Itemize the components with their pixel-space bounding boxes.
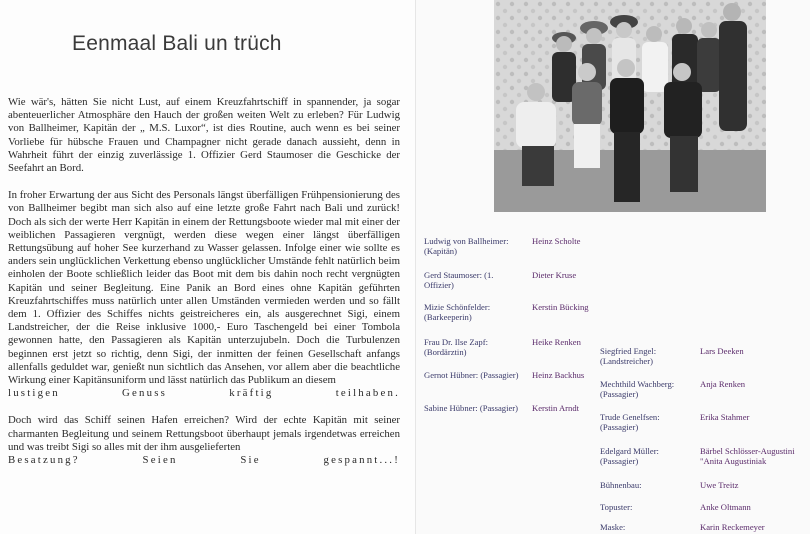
story-text xyxy=(8,96,400,481)
cast-role: Edelgard Müller: (Passagier) xyxy=(600,446,659,466)
cast-role: Maske: xyxy=(600,522,626,532)
cast-actor: Anja Renken xyxy=(700,379,746,389)
cast-entry xyxy=(600,480,808,492)
cast-photo-image xyxy=(494,0,766,212)
paragraph-plot: In froher Erwartung der aus Sicht des Personals längst überfälligen Frühpensionierung des von Ballheimer begibt man sich also auf eine letzte große Fahrt nach Bali und zurück! Doch als sich der werte Herr Kapitän in einem der Rettungsboote wieder mal mit einer der weiblichen Passagieren vergnügt, werden diese wegen einer längst überfälligen Rettungsübung auf hoher See kurzerhand zu Wasser gelassen. Infolge einer wie sollte es anders sein unglücklichen Verkettung ebenso unglücklicher Umstände fehlt natürlich beim einholen der Boote schließlich leider das Boot mit dem bis dahin noch recht vergnügten Kapitän und seiner Begleitung. Eine Panik an Bord eines ohne Kapitän geführten Kreuzfahrtschiffes muss natürlich unter allen Umständen vermieden werden und so fällt dem 1. Offizier des Schiffes nichts geistreicheres ein, als ausgerechnet Sigi, einem Landstreicher, der die Reise inklusive 1000,- Euro Taschengeld bei einer Tombola gewonnen hatte, den Passagieren als Kapitän unterzujubeln. Doch die Turbulenzen beginnen erst jetzt so richtig, denn Sigi, der inmitten der feinen Gesellschaft anfangs allenfalls geduldet war, genießt nun sichtlich das Ansehen, vor allem aber die beachtliche Wirkung einer Kapitänsuniform und lässt natürlich das Publikum an diesem xyxy=(8,189,400,387)
cast-actor: Dieter Kruse xyxy=(532,270,577,280)
paragraph-intro: Wie wär's, hätten Sie nicht Lust, auf einem Kreuzfahrtschiff in spannender, ja sogar abenteuerlicher Atmosphäre den Hauch der großen weiten Welt zu erleben? Für Ludwig von Ballheimer, Kapitän der „ M.S. Luxor“, ist dies Routine, auch wenn es bei seiner Vorliebe für hübsche Frauen und Champagner nicht gerade danach aussieht, denn in Wahrheit führt der einzig zuverlässige 1. Offizier Gerd Staumoser die Geschicke der Seefahrt an Bord. xyxy=(8,96,400,175)
cast-role: Frau Dr. Ilse Zapf: (Bordärztin) xyxy=(424,337,488,357)
cast-entry xyxy=(424,403,599,425)
cast-role: Mizie Schönfelder: (Barkeeperin) xyxy=(424,302,491,322)
cast-entry xyxy=(600,379,808,401)
cast-entry xyxy=(600,412,808,434)
paragraph-closing-end: Besatzung? Seien Sie gespannt...! xyxy=(8,454,400,467)
cast-role: Gernot Hübner: (Passagier) xyxy=(424,370,519,380)
cast-entry xyxy=(424,370,599,392)
cast-entry xyxy=(600,346,808,368)
cast-actor: Heike Renken xyxy=(532,337,581,347)
cast-role: Ludwig von Ballheimer: (Kapitän) xyxy=(424,236,509,256)
cast-actor: Heinz Scholte xyxy=(532,236,581,246)
cast-actor: Kerstin Bücking xyxy=(532,302,589,312)
cast-role: Trude Genelfsen: (Passagier) xyxy=(600,412,660,432)
cast-actor: Anke Oltmann xyxy=(700,502,751,512)
paragraph-closing: Doch wird das Schiff seinen Hafen erreichen? Wird der echte Kapitän mit seiner charmanten Begleitung und seinem Rettungsboot überhaupt jemals irgendetwas erreichen und was treibt Sigi so alles mit der ihm ausgelieferten xyxy=(8,414,400,453)
cast-photo xyxy=(494,0,766,212)
cast-entry xyxy=(424,337,599,359)
cast-actor: Karin Reckemeyer xyxy=(700,522,765,532)
cast-actor: Bärbel Schlösser-Augustini "Anita Augustiniak xyxy=(700,446,795,466)
cast-entry xyxy=(424,302,599,324)
cast-entry xyxy=(600,502,808,514)
cast-actor: Uwe Treitz xyxy=(700,480,739,490)
cast-entry xyxy=(600,522,808,534)
page-title: Eenmaal Bali un trüch xyxy=(72,32,282,55)
cast-actor: Erika Stahmer xyxy=(700,412,750,422)
cast-role: Sabine Hübner: (Passagier) xyxy=(424,403,519,413)
cast-entry xyxy=(424,270,599,292)
paragraph-plot-end: lustigen Genuss kräftig teilhaben. xyxy=(8,387,400,400)
cast-role: Gerd Staumoser: (1. Offizier) xyxy=(424,270,494,290)
cast-role: Mechthild Wachberg: (Passagier) xyxy=(600,379,675,399)
cast-actor: Kerstin Arndt xyxy=(532,403,580,413)
cast-actor: Heinz Backhus xyxy=(532,370,585,380)
cast-role: Siegfried Engel: (Landstreicher) xyxy=(600,346,657,366)
cast-entry xyxy=(600,446,808,468)
cast-entry xyxy=(424,236,599,258)
cast-role: Topuster: xyxy=(600,502,633,512)
cast-actor: Lars Deeken xyxy=(700,346,744,356)
cast-role: Bühnenbau: xyxy=(600,480,642,490)
